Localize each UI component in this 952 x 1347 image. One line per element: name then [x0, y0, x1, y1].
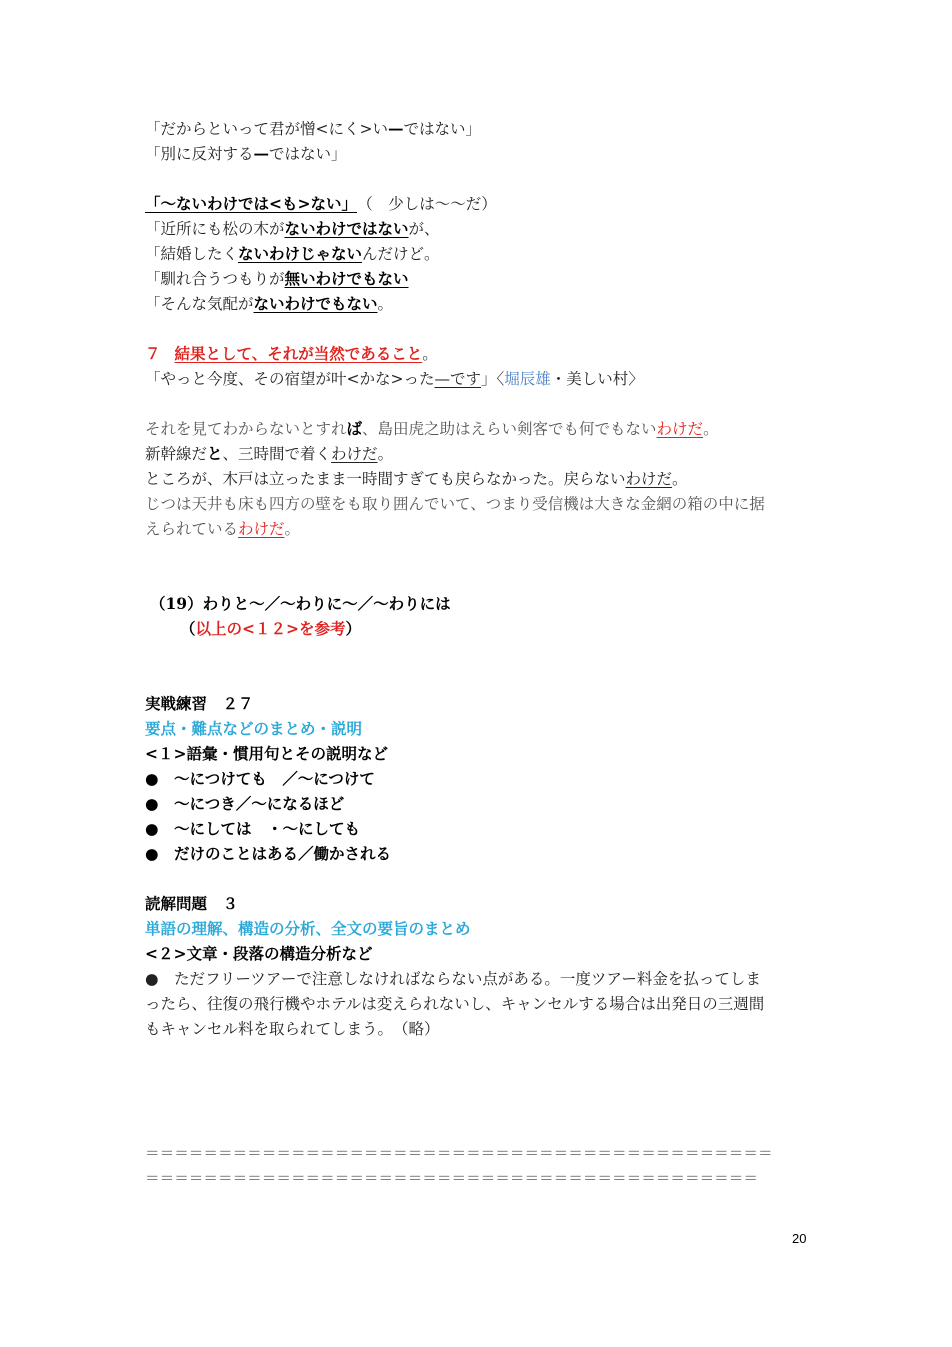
example-line-10: それを見てわからないとすれば、島田虎之助はえらい剣客でも何でもないわけだ。 — [145, 419, 719, 438]
example-line-14: えられているわけだ。 — [145, 520, 301, 538]
example-line-11: 新幹線だと、三時間で着くわけだ。 — [145, 444, 394, 463]
example-line-5: 「結婚したくないわけじゃないんだけど。 — [145, 244, 440, 263]
bullet-item-2: ● ～につき／～になるほど — [145, 794, 345, 813]
practice-subheading: 要点・難点などのまとめ・説明 — [145, 719, 363, 738]
paragraph-line-3: もキャンセル料を取られてしまう。 （略） — [145, 1020, 440, 1038]
bullet-item-3: ● ～にしては ・～にしても — [145, 819, 361, 838]
reading-subheading: 単語の理解、構造の分析、全文の要旨のまとめ — [145, 919, 471, 938]
vocab-heading: <１>語彙・慣用句とその説明など — [145, 744, 388, 763]
page-number: 20 — [792, 1231, 807, 1246]
paragraph-line-2: ったら、往復の飛行機やホテルは変えられないし、キャンセルする場合は出発日の三週間 — [145, 995, 765, 1013]
separator-line-1: ＝＝＝＝＝＝＝＝＝＝＝＝＝＝＝＝＝＝＝＝＝＝＝＝＝＝＝＝＝＝＝＝＝＝＝＝＝＝＝＝＝＝＝ — [145, 1145, 773, 1162]
bullet-item-1: ● ～につけても ／～につけて — [145, 769, 375, 788]
pattern-heading: 「～ないわけでは<も>ない」 （ 少しは～～だ） — [145, 194, 497, 213]
section-7-heading: ７ 結果として、それが当然であること。 — [145, 344, 438, 363]
example-line-7: 「そんな気配がないわけでもない。 — [145, 294, 394, 313]
reference-note: （以上の<１２>を参考） — [180, 619, 362, 638]
example-line-6: 「馴れ合うつもりが無いわけでもない — [145, 269, 409, 288]
example-line-12: ところが、木戸は立ったまま一時間すぎても戻らなかった。戻らないわけだ。 — [145, 470, 688, 488]
example-line-9: 「やっと今度、その宿望が叶<かな>った—です」〈堀辰雄・美しい村〉 — [145, 370, 644, 388]
example-line-2: 「別に反対する—ではない」 — [145, 144, 347, 163]
example-line-4: 「近所にも松の木がないわけではないが、 — [145, 219, 440, 238]
paragraph-line-1: ● ただフリーツアーで注意しなければならない点がある。一度ツアー料金を払ってしま — [145, 970, 761, 988]
practice-heading: 実戦練習 ２７ — [145, 694, 254, 713]
example-line-13: じつは天井も床も四方の壁をも取り囲んでいて、つまり受信機は大きな金網の箱の中に据 — [145, 495, 765, 513]
separator-line-2: ＝＝＝＝＝＝＝＝＝＝＝＝＝＝＝＝＝＝＝＝＝＝＝＝＝＝＝＝＝＝＝＝＝＝＝＝＝＝＝＝＝＝ — [145, 1170, 758, 1187]
structure-heading: <２>文章・段落の構造分析など — [145, 944, 373, 963]
example-line-1: 「だからといって君が憎<にく>い—ではない」 — [145, 119, 481, 138]
reading-heading: 読解問題 ３ — [145, 894, 239, 913]
section-19-heading: （19）わりと～／～わりに～／～わりには — [150, 594, 451, 613]
bullet-item-4: ● だけのことはある／働かされる — [145, 844, 392, 863]
